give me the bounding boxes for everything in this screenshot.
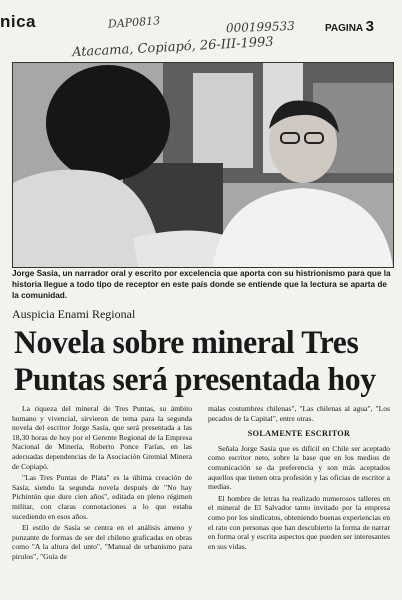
article-kicker: Auspicia Enami Regional xyxy=(12,307,136,321)
handwritten-date: Atacama, Copiapó, 26-III-1993 xyxy=(71,34,275,61)
article-photo xyxy=(12,62,394,268)
paragraph: La riqueza del mineral de Tres Puntas, su ámbito humano y vivencial, sirvieron de tema para la segunda novela del escritor Jorge Sasía, que será presentada a las 18,30 horas de hoy por el Gerente Regional de la Empresa Nacional de Minería, Roberto Ponce Farías, en las adecuadas dependencias de la Asociación Gremial Minera de Copiapó. xyxy=(12,404,192,471)
article-headline xyxy=(14,325,379,399)
paragraph: "Las Tres Puntas de Plata" es la última creación de Sasía, siendo la segunda novela después de "No hay Pichintún que dure cien años", editada en pleno régimen militar, con claras connotaciones a lo que estaba sucediendo en esos años. xyxy=(12,473,192,521)
paragraph: Señala Jorge Sasía que es difícil en Chile ser aceptado como escritor neto, sobre la base que en los medios de comunicación se da preferencia y son más aceptados aquellos que tienen otra profesión y las oficias de escritor a medias. xyxy=(208,443,390,492)
photo-illustration xyxy=(13,63,393,267)
paragraph: El estilo de Sasía se centra en el análisis ameno y punzante de formas de ser del chileno graficadas en obras como "A la altura del unto", "Manual de urbanismo para pirulos", "Guía de xyxy=(12,523,192,561)
headline-line-2: Puntas será presentada hoy xyxy=(14,362,376,398)
paragraph: El hombre de letras ha realizado numerosos talleres en el mineral de El Salvador tanto invitado por la empresa como por los sindicatos, obteniendo buenas experiencias en el rato con personas que han descubierto la forma de narrar en forma oral y escrita aspectos que pueden ser interesantes en sus vidas. xyxy=(208,493,390,551)
paragraph: malas costumbres chilenas", "Las chilenas al agua", "Los pecados de la Capital", entre otras. xyxy=(208,404,390,423)
page-number-value: 3 xyxy=(365,18,374,35)
page-number xyxy=(325,18,374,35)
article-subhead: SOLAMENTE ESCRITOR xyxy=(247,429,351,439)
photo-caption: Jorge Sasía, un narrador oral y escrito por excelencia que aporta con su histrionismo para que la historia llegue a todo tipo de receptor en este país donde se entiende que la lectura se aparta de la comunidad. xyxy=(12,269,391,300)
article-column-2 xyxy=(208,404,390,553)
section-title-fragment: nica xyxy=(0,12,37,31)
page-label: PAGINA xyxy=(325,23,363,34)
archive-stamp-code: DAP0813 xyxy=(107,14,161,31)
article-column-1 xyxy=(12,404,192,564)
headline-line-1: Novela sobre mineral Tres xyxy=(14,325,359,361)
archive-number: 000199533 xyxy=(225,18,295,36)
